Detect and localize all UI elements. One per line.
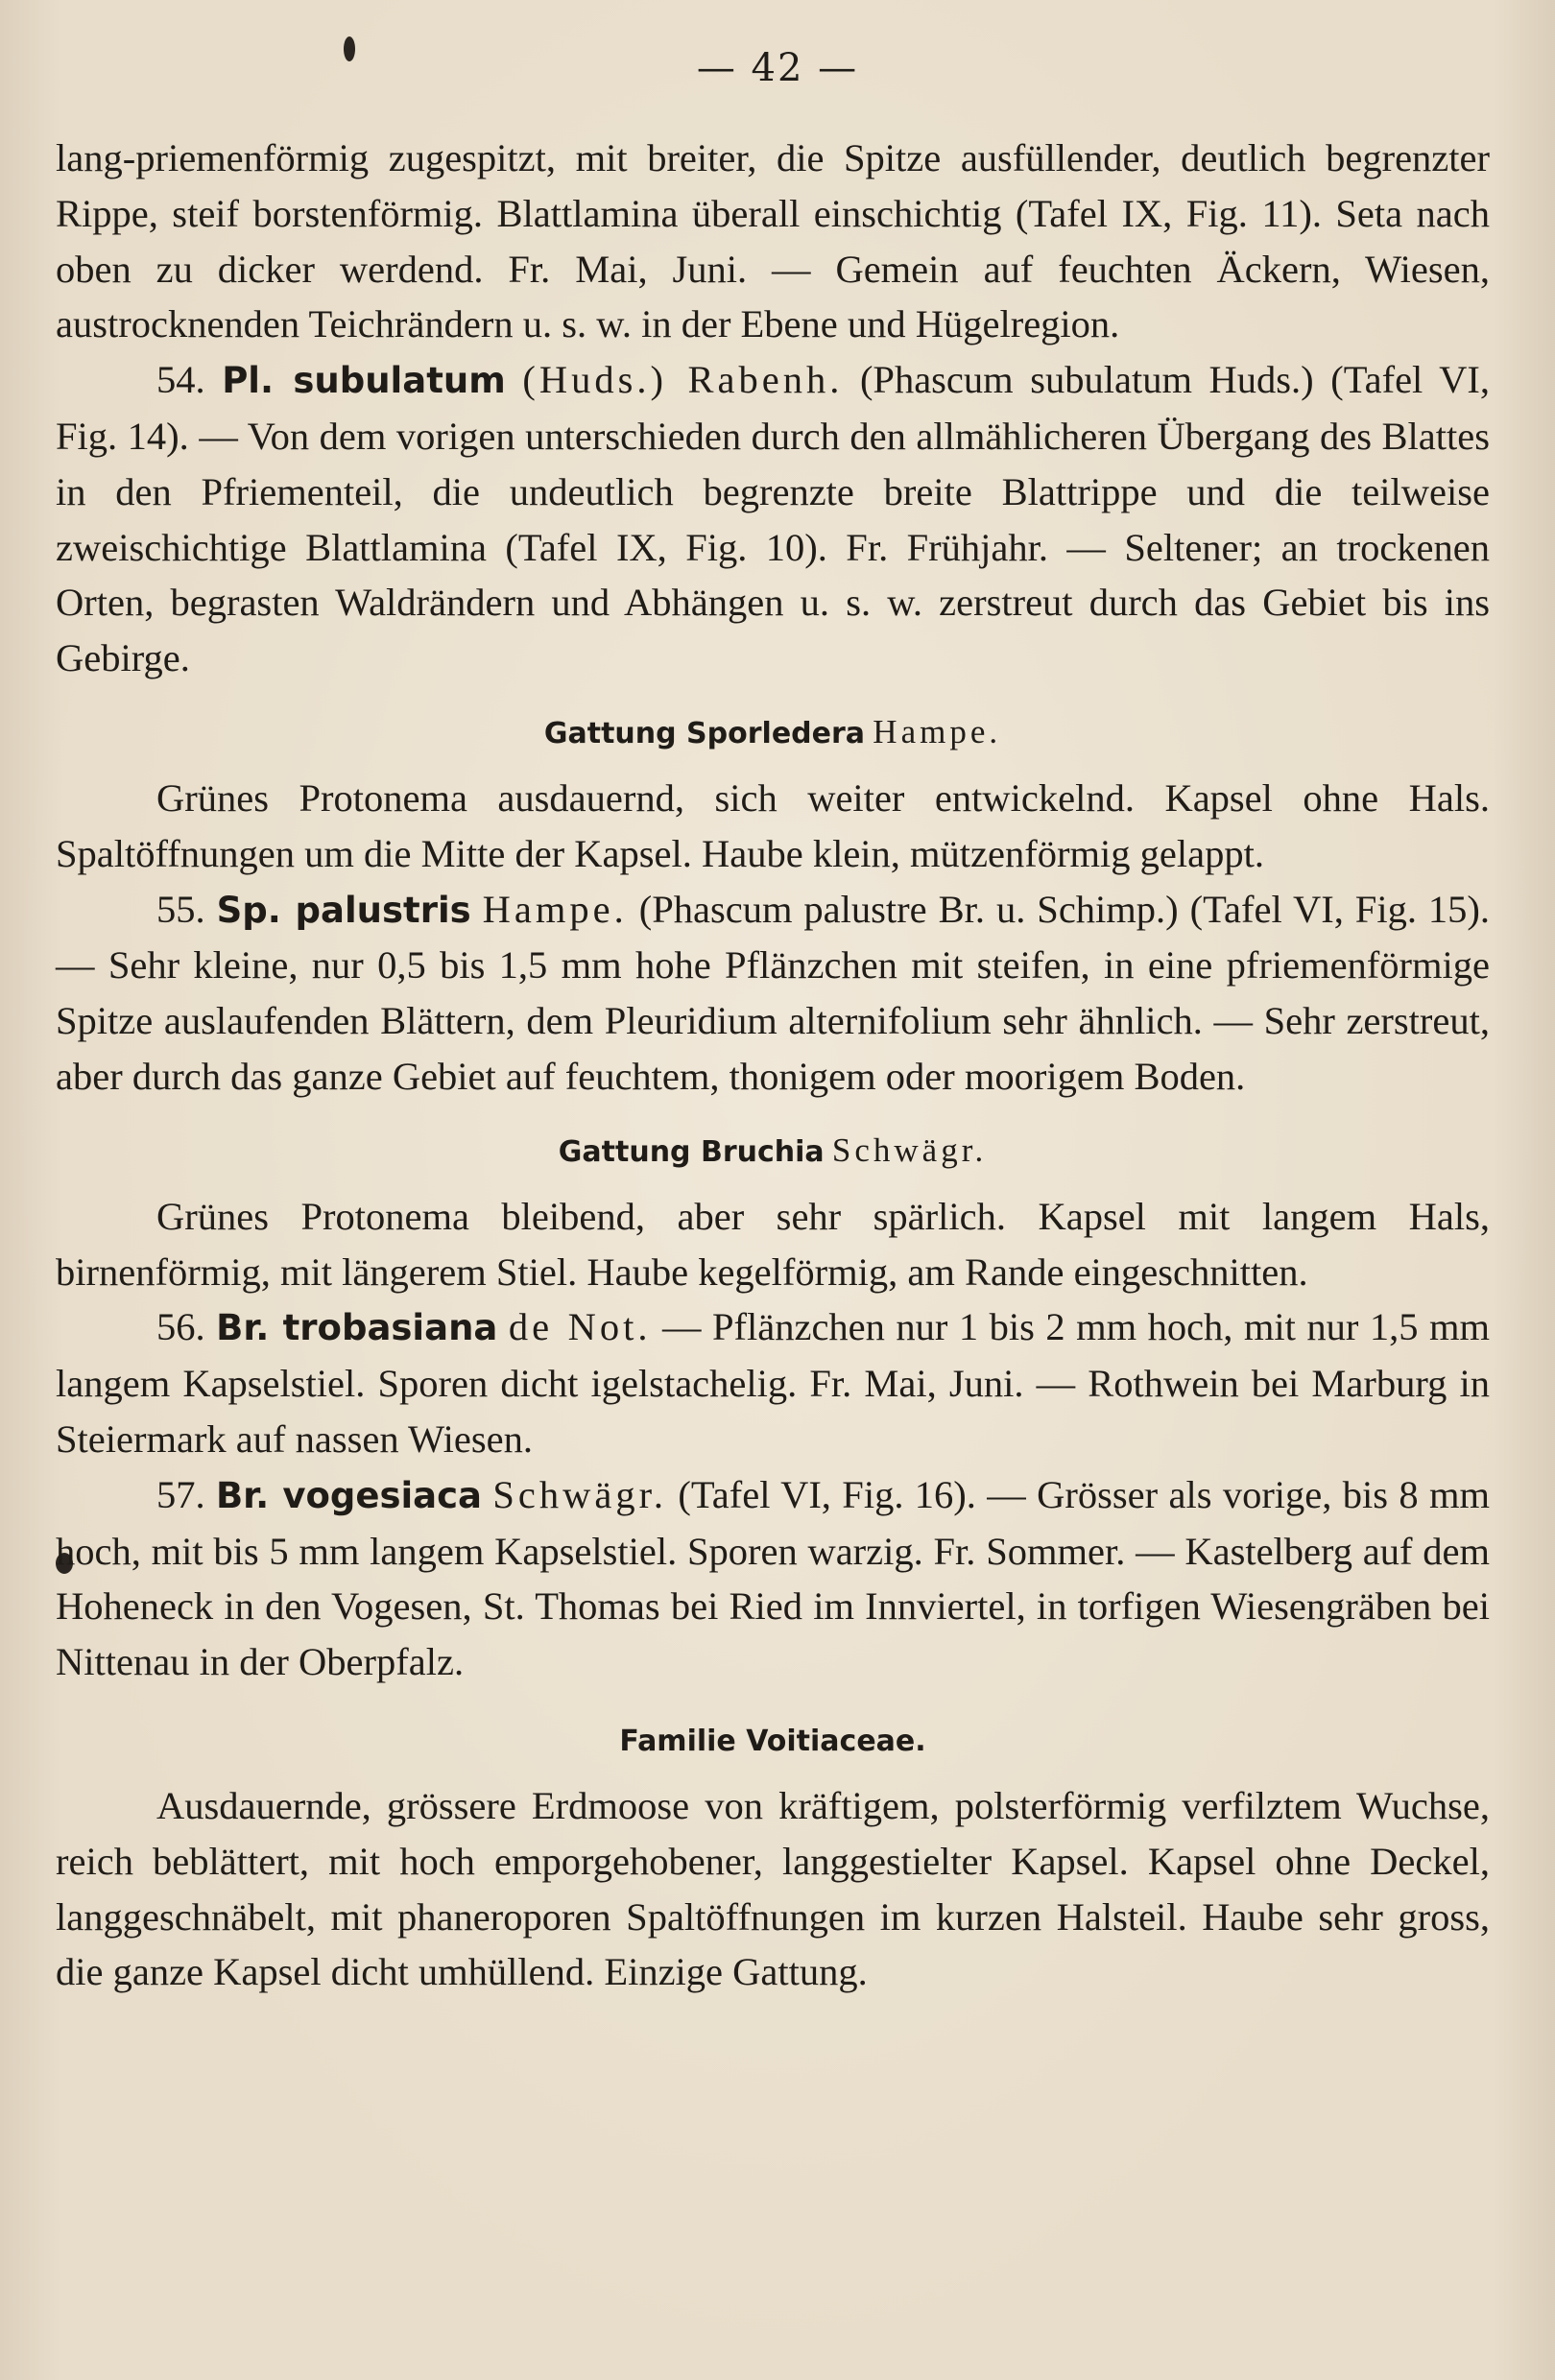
paragraph-continued: lang-priemenförmig zugespitzt, mit breiter, die Spitze ausfüllender, deutlich begrenzter Rippe, steif borstenförmig. Blattlamina überall einschichtig (Tafel IX, Fig. 11). Seta nach oben zu dicker werdend. Fr. Mai, Juni. — Gemein auf feuchten Äckern, Wiesen, austrocknenden Teichrändern u. s. w. in der Ebene und Hügelregion. <box>56 136 1490 346</box>
family-heading: Familie Voitiaceae. <box>619 1724 926 1758</box>
species-name: Br. trobasiana <box>216 1307 498 1349</box>
species-entry-55 <box>56 882 1490 1105</box>
entry-number: 56. <box>156 1305 205 1349</box>
genus-author: Schwägr. <box>831 1130 988 1169</box>
genus-label: Gattung Sporledera <box>543 716 866 750</box>
species-entry-57 <box>56 1467 1490 1690</box>
species-name: Sp. palustris <box>216 889 471 931</box>
species-text: (Phascum subulatum Huds.) (Tafel VI, Fig. 14). — Von dem vorigen unterschieden durch den allmählicheren Übergang des Blattes in den Pfriementeil, die undeutlich begrenzte breite Blattrippe und die teilweise zweischichtige Blattlamina (Tafel IX, Fig. 10). Fr. Frühjahr. — Seltener; an trockenen Orten, begrasten Waldrändern und Abhängen u. s. w. zerstreut durch das Gebiet bis ins Gebirge. <box>56 358 1490 680</box>
species-name: Pl. subulatum <box>222 360 506 402</box>
body-text <box>56 131 1490 2000</box>
genus-description-bruchia: Grünes Protonema bleibend, aber sehr spärlich. Kapsel mit langem Hals, birnenförmig, mit längerem Stiel. Haube kegelförmig, am Rande eingeschnitten. <box>56 1194 1490 1294</box>
entry-number: 54. <box>156 358 205 402</box>
species-text: — Pflänzchen nur 1 bis 2 mm hoch, mit nur 1,5 mm langem Kapselstiel. Sporen dicht igelstachelig. Fr. Mai, Juni. — Rothwein bei Marburg in Steiermark auf nassen Wiesen. <box>56 1305 1491 1461</box>
genus-heading-bruchia <box>56 1122 1490 1181</box>
species-text: (Phascum palustre Br. u. Schimp.) (Tafel VI, Fig. 15). — Sehr kleine, nur 0,5 bis 1,5 mm hohe Pflänzchen mit steifen, in eine pfriemenförmige Spitze auslaufenden Blättern, dem Pleuridium alternifolium sehr ähnlich. — Sehr zerstreut, aber durch das ganze Gebiet auf feuchtem, thonigem oder moorigem Boden. <box>56 887 1491 1098</box>
species-authors: Hampe. <box>482 887 628 931</box>
family-description: Ausdauernde, grössere Erdmoose von kräftigem, polsterförmig verfilztem Wuchse, reich beblättert, mit hoch emporgehobener, langgestielter Kapsel. Kapsel ohne Deckel, langgeschnäbelt, mit phaneroporen Spaltöffnungen im kurzen Halsteil. Haube sehr gross, die ganze Kapsel dicht umhüllend. Einzige Gattung. <box>56 1783 1490 1994</box>
species-text: (Tafel VI, Fig. 16). — Grösser als vorige, bis 8 mm hoch, mit bis 5 mm langem Kapselstiel. Sporen warzig. Fr. Sommer. — Kastelberg auf dem Hoheneck in den Vogesen, St. Thomas bei Ried im Innviertel, in torfigen Wiesengräben bei Nittenau in der Oberpfalz. <box>56 1472 1490 1684</box>
species-authors: Schwägr. <box>492 1472 667 1516</box>
species-entry-54 <box>56 352 1490 686</box>
genus-heading-sporledera <box>56 703 1490 763</box>
species-name: Br. vogesiaca <box>215 1474 483 1516</box>
entry-number: 57. <box>156 1472 205 1516</box>
page-number: — 42 — <box>696 46 859 90</box>
species-authors: de Not. <box>508 1305 652 1349</box>
species-entry-56 <box>56 1299 1490 1466</box>
genus-author: Hampe. <box>873 712 1002 750</box>
entry-number: 55. <box>156 887 205 931</box>
species-authors: (Huds.) Rabenh. <box>522 358 844 402</box>
genus-label: Gattung Bruchia <box>558 1134 825 1169</box>
genus-description-sporledera: Grünes Protonema ausdauernd, sich weiter entwickelnd. Kapsel ohne Hals. Spaltöffnungen um die Mitte der Kapsel. Haube klein, mützenförmig gelappt. <box>56 775 1490 875</box>
